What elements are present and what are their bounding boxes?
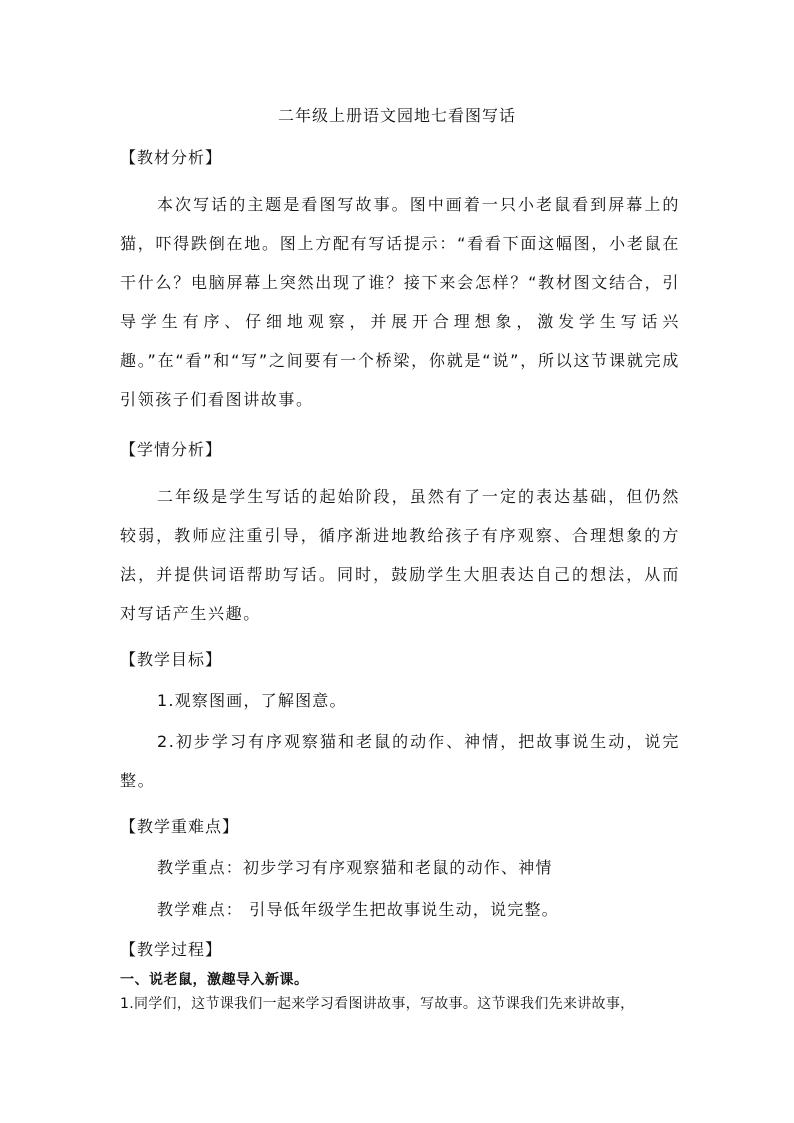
document-title: 二年级上册语文园地七看图写话 (277, 106, 516, 125)
heading-textbook-analysis: 【教材分析】 (120, 148, 223, 167)
paragraph-student-analysis: 二年级是学生写话的起始阶段，虽然有了一定的表达基础，但仍然较弱，教师应注重引导，循序渐进地教给孩子有序观察、合理想象的方法，并提供词语帮助写话。同时，鼓励学生大胆表达自己的想法，从而对写话产生兴趣。 (120, 487, 680, 623)
heading-key-difficult-points: 【教学重难点】 (120, 817, 240, 836)
heading-student-analysis: 【学情分析】 (120, 440, 223, 459)
paragraph-textbook-analysis: 本次写话的主题是看图写故事。图中画着一只小老鼠看到屏幕上的猫，吓得跌倒在地。图上方配有写话提示：“看看下面这幅图，小老鼠在干什么？电脑屏幕上突然出现了谁？接下来会怎样？“教材图文结合，引导学生有序、仔细地观察，并展开合理想象，激发学生写话兴趣。”在“看”和“写”之间要有一个桥梁，你就是“说”，所以这节课就完成引领孩子们看图讲故事。 (120, 195, 680, 409)
difficult-point-line: 教学难点： 引导低年级学生把故事说生动，说完整。 (157, 900, 559, 919)
key-point-line: 教学重点：初步学习有序观察猫和老鼠的动作、神情 (157, 858, 553, 877)
goal-item-1: 1.观察图画，了解图意。 (157, 691, 347, 710)
heading-teaching-goals: 【教学目标】 (120, 650, 223, 669)
process-step-1-line-1: 1.同学们，这节课我们一起来学习看图讲故事，写故事。这节课我们先来讲故事， (120, 996, 635, 1012)
heading-teaching-process: 【教学过程】 (120, 940, 223, 959)
goal-item-2: 2.初步学习有序观察猫和老鼠的动作、神情，把故事说生动，说完整。 (120, 732, 680, 790)
process-step-1-title: 一、说老鼠，激趣导入新课。 (120, 972, 309, 988)
